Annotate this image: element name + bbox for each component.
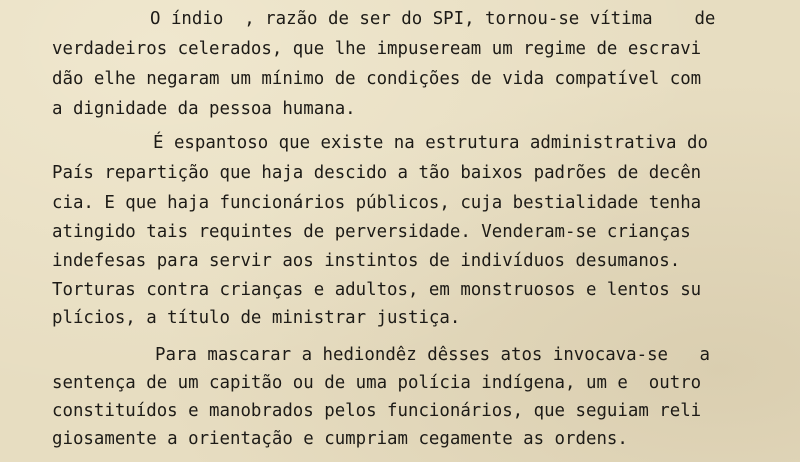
- paragraph-line: O índio , razão de ser do SPI, tornou-se vítima de: [150, 9, 716, 29]
- paragraph-line: cia. E que haja funcionários públicos, cuja bestialidade tenha: [52, 193, 702, 213]
- paragraph-line: a dignidade da pessoa humana.: [52, 99, 356, 119]
- paragraph-line: verdadeiros celerados, que lhe impuseream um regime de escravi: [52, 39, 702, 59]
- paragraph-line: dão elhe negaram um mínimo de condições de vida compatível com: [52, 69, 702, 89]
- paragraph-line: plícios, a título de ministrar justiça.: [52, 308, 461, 328]
- paragraph-line: sentença de um capitão ou de uma polícia indígena, um e outro: [52, 373, 702, 393]
- paragraph-line: constituídos e manobrados pelos funcionários, que seguiam reli: [52, 401, 702, 421]
- paragraph-line: País repartição que haja descido a tão baixos padrões de decên: [52, 163, 702, 183]
- paragraph-line: atingido tais requintes de perversidade. Venderam-se crianças: [52, 222, 691, 242]
- paragraph-line: É espantoso que existe na estrutura administrativa do: [153, 133, 708, 153]
- paragraph-line: Torturas contra crianças e adultos, em monstruosos e lentos su: [52, 280, 702, 300]
- paragraph-line: indefesas para servir aos instintos de indivíduos desumanos.: [52, 251, 681, 271]
- paragraph-line: Para mascarar a hediondêz dêsses atos invocava-se a: [155, 345, 710, 365]
- paragraph-line: giosamente a orientação e cumpriam cegamente as ordens.: [52, 429, 628, 449]
